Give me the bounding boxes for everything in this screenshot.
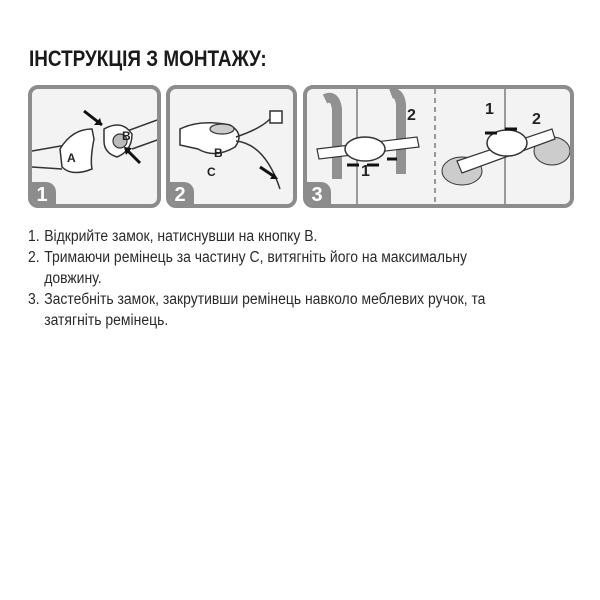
label-2: 2 <box>407 107 416 124</box>
step-text: Тримаючи ремінець за частину С, витягніть його на максимальну довжину. <box>44 249 468 287</box>
step-number: 1. <box>28 228 40 245</box>
step-item <box>28 247 514 289</box>
page-title: ІНСТРУКЦІЯ З МОНТАЖУ: <box>29 46 267 71</box>
label-b: B <box>214 146 223 160</box>
step-number-badge: 3 <box>303 182 331 208</box>
step-number: 2. <box>28 249 40 266</box>
step-number-badge: 2 <box>166 182 194 208</box>
step-number-badge: 1 <box>28 182 56 208</box>
label-1: 1 <box>361 163 370 180</box>
step-item <box>28 226 514 247</box>
label-b: B <box>122 129 131 143</box>
install-on-handles-illustration <box>307 89 572 204</box>
step-item <box>28 289 514 331</box>
illustration-step-2 <box>166 85 297 208</box>
step-text: Застебніть замок, закрутивши ремінець навколо меблевих ручок, та затягніть ремінець. <box>44 291 486 329</box>
illustration-step-1 <box>28 85 161 208</box>
illustration-step-3 <box>303 85 574 208</box>
label-c: C <box>207 165 216 179</box>
label-1-right: 1 <box>485 101 494 118</box>
step-text: Відкрийте замок, натиснувши на кнопку В. <box>44 228 318 245</box>
label-2-right: 2 <box>532 111 541 128</box>
step-number: 3. <box>28 291 40 308</box>
instruction-steps <box>28 226 514 331</box>
label-a: A <box>67 151 76 165</box>
